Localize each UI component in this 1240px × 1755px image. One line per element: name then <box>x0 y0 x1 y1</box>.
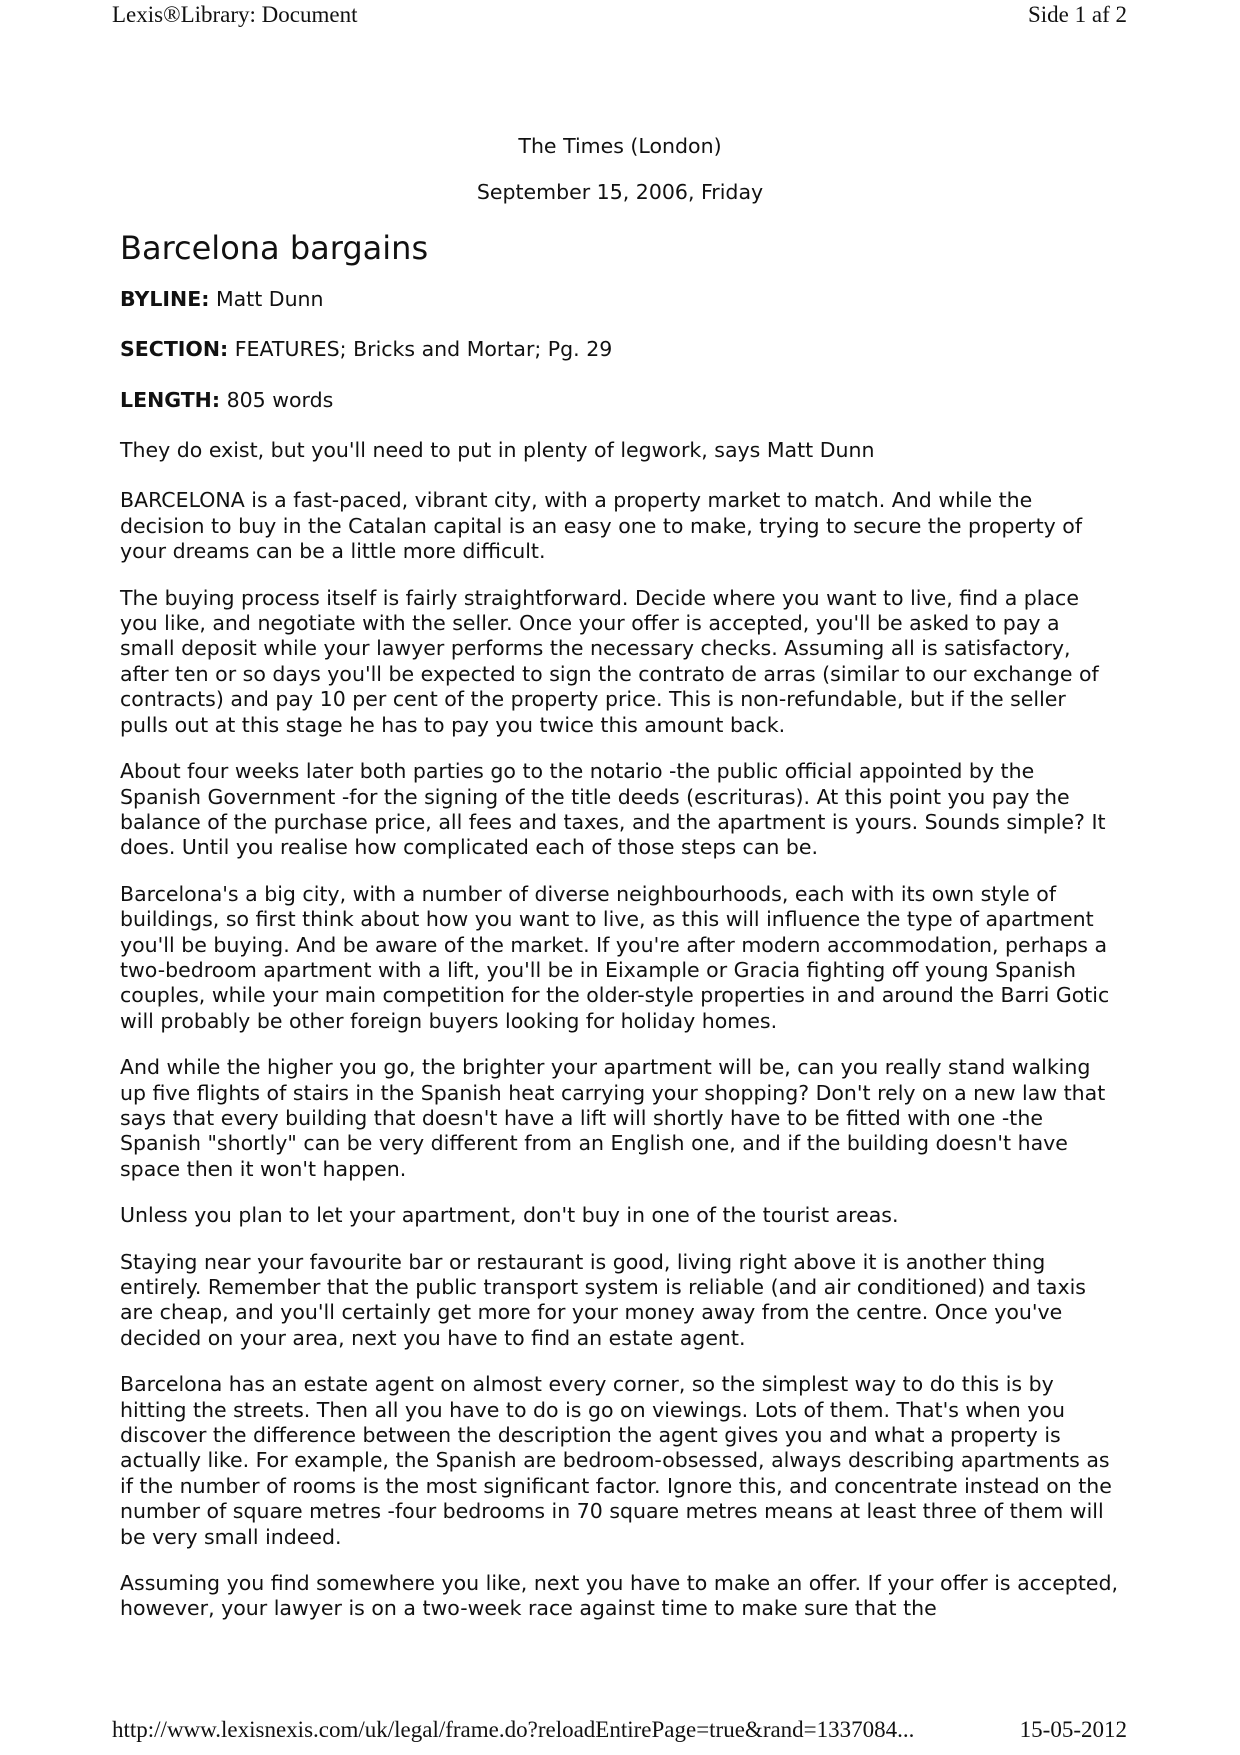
section-info <box>120 337 1120 362</box>
article-lead: They do exist, but you'll need to put in plenty of legwork, says Matt Dunn <box>120 438 875 463</box>
length-label: LENGTH: <box>120 387 221 412</box>
source-url: http://www.lexisnexis.com/uk/legal/frame.do?reloadEntirePage=true&rand=1337084... <box>112 1717 915 1742</box>
document-source-title: Lexis®Library: Document <box>112 2 358 27</box>
print-footer <box>0 1717 1240 1749</box>
article-paragraph: Unless you plan to let your apartment, don't buy in one of the tourist areas. <box>120 1203 899 1228</box>
article-paragraph: Barcelona's a big city, with a number of diverse neighbourhoods, each with its own style of buildings, so first think about how you want to live, as this will influence the type of apartment you'll be buying. And be aware of the market. If you're after modern accommodation, perhaps a two-bedroom apartment with a lift, you'll be in Eixample or Gracia fighting off young Spanish couples, while your main competition for the older-style properties in and around the Barri Gotic will probably be other foreign buyers looking for holiday homes. <box>120 881 1110 1033</box>
article-paragraph: About four weeks later both parties go to the notario -the public official appointed by the Spanish Government -for the signing of the title deeds (escrituras). At this point you pay the balance of the purchase price, all fees and taxes, and the apartment is yours. Sounds simple? It does. Until you realise how complicated each of those steps can be. <box>120 759 1106 860</box>
page-indicator: Side 1 af 2 <box>1027 2 1127 27</box>
print-header <box>0 2 1240 32</box>
article-paragraph: The buying process itself is fairly straightforward. Decide where you want to live, find a place you like, and negotiate with the seller. Once your offer is accepted, you'll be asked to pay a small deposit while your lawyer performs the necessary checks. Assuming all is satisfactory, after ten or so days you'll be expected to sign the contrato de arras (similar to our exchange of contracts) and pay 10 per cent of the property price. This is non-refundable, but if the seller pulls out at this stage he has to pay you twice this amount back. <box>120 585 1099 737</box>
document-body <box>120 134 1120 1643</box>
article-paragraph: And while the higher you go, the brighter your apartment will be, can you really stand walking up five flights of stairs in the Spanish heat carrying your shopping? Don't rely on a new law that says that every building that doesn't have a lift will shortly have to be fitted with one -the Spanish "shortly" can be very different from an English one, and if the building doesn't have space then it won't happen. <box>120 1055 1106 1181</box>
article-paragraph: BARCELONA is a fast-paced, vibrant city, with a property market to match. And while the decision to buy in the Catalan capital is an easy one to make, trying to secure the property of your dreams can be a little more difficult. <box>120 488 1083 564</box>
article-paragraph: Barcelona has an estate agent on almost every corner, so the simplest way to do this is by hitting the streets. Then all you have to do is go on viewings. Lots of them. That's when you discover the difference between the description the agent gives you and what a property is actually like. For example, the Spanish are bedroom-obsessed, always describing apartments as if the number of rooms is the most significant factor. Ignore this, and concentrate instead on the number of square metres -four bedrooms in 70 square metres means at least three of them will be very small indeed. <box>120 1372 1112 1549</box>
length-value: 805 words <box>226 387 334 412</box>
publication-date: September 15, 2006, Friday <box>476 180 764 205</box>
article-title: Barcelona bargains <box>120 228 429 267</box>
section-value: FEATURES; Bricks and Mortar; Pg. 29 <box>234 337 613 362</box>
byline <box>120 287 1120 312</box>
article-paragraph: Assuming you find somewhere you like, next you have to make an offer. If your offer is accepted, however, your lawyer is on a two-week race against time to make sure that the <box>120 1571 1118 1621</box>
print-date: 15-05-2012 <box>1019 1717 1127 1742</box>
byline-value: Matt Dunn <box>215 286 324 311</box>
section-label: SECTION: <box>120 337 229 362</box>
article-paragraph: Staying near your favourite bar or restaurant is good, living right above it is another thing entirely. Remember that the public transport system is reliable (and air conditioned) and taxis are cheap, and you'll certainly get more for your money away from the centre. Once you've decided on your area, next you have to find an estate agent. <box>120 1249 1086 1350</box>
length-info <box>120 388 1120 413</box>
publication-name: The Times (London) <box>518 134 722 158</box>
byline-label: BYLINE: <box>120 286 210 311</box>
